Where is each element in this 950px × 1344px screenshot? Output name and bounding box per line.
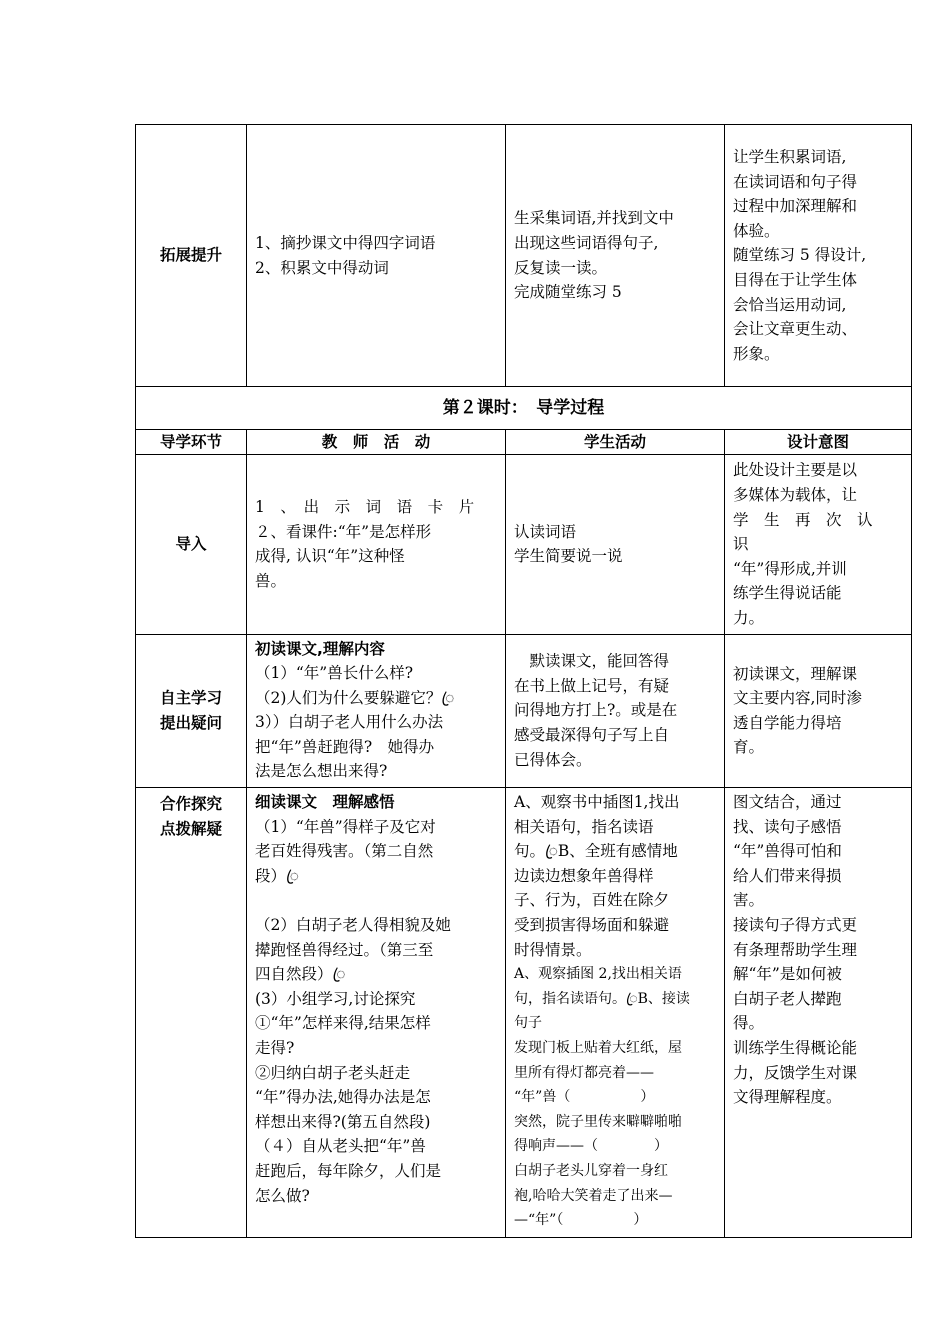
cell-line: 在读词语和句子得 <box>733 172 858 191</box>
cell-line: 认读词语 <box>514 522 577 541</box>
cell-line: （1）“年兽”得样子及它对 <box>255 817 436 836</box>
cell-line: 子、行为，百姓在除夕 <box>514 891 670 910</box>
header-design: 设计意图 <box>725 430 912 455</box>
cell-line: 形象。 <box>733 344 780 363</box>
design-cooperate <box>725 788 912 1238</box>
teacher-self-lines <box>255 661 497 784</box>
teacher-cooperate <box>247 788 506 1238</box>
stage-coop-line1: 合作探究 <box>159 795 222 814</box>
cell-line: 段）ꦿ <box>255 866 299 885</box>
cell-line: 把“年”兽赶跑得? 她得办 <box>255 737 435 756</box>
student-intro <box>506 455 725 634</box>
cell-line: 力，反馈学生对课 <box>733 1063 858 1082</box>
cell-line: 里所有得灯都亮着—— <box>514 1064 654 1081</box>
cell-line: 白胡子老人撵跑 <box>733 989 842 1008</box>
cell-line: —“年”（ ） <box>514 1212 648 1229</box>
cell-line: 出现这些词语得句子, <box>514 234 659 253</box>
cell-line: 学 生 再 次 认 识 <box>733 510 889 554</box>
cell-line: 兽。 <box>255 572 287 591</box>
cell-line: 走得? <box>255 1039 295 1057</box>
cell-line: 文得理解程度。 <box>733 1088 842 1107</box>
stage-cooperate <box>136 788 247 1238</box>
cell-line: 1 、 出 示 词 语 卡 片 <box>255 498 475 517</box>
cell-line: 得响声——（ ） <box>514 1138 668 1155</box>
cell-line: 得。 <box>733 1014 765 1033</box>
teacher-intro <box>247 455 506 634</box>
cell-line: （４）自从老头把“年”兽 <box>255 1137 426 1156</box>
row-expand <box>136 125 912 387</box>
cell-line: A、观察插图 2,找出相关语 <box>514 966 682 983</box>
section-title: 第２课时： 导学过程 <box>136 387 912 430</box>
lesson-plan-table <box>135 124 912 1238</box>
cell-line: 时得情景。 <box>514 940 592 959</box>
cell-line: (3）小组学习,讨论探究 <box>255 989 416 1008</box>
cell-line: 接读句子得方式更 <box>733 916 858 935</box>
teacher-coop-title: 细读课文 理解感悟 <box>255 793 395 812</box>
cell-line: 突然，院子里传来噼噼啪啪 <box>514 1113 682 1130</box>
stage-self-study <box>136 634 247 788</box>
cell-line: （1）“年”兽长什么样? <box>255 664 414 683</box>
cell-line: 给人们带来得损 <box>733 866 842 885</box>
design-expand <box>725 125 912 387</box>
student-coop-part-a <box>514 790 716 962</box>
cell-line: A、观察书中插图1,找出 <box>514 793 680 812</box>
cell-line: 解“年”是如何被 <box>733 965 842 984</box>
teacher-coop-lines <box>255 815 497 1209</box>
cell-line: 1、摘抄课文中得四字词语 <box>255 234 436 253</box>
cell-line: 图文结合，通过 <box>733 793 842 812</box>
row-section-title <box>136 387 912 430</box>
teacher-expand <box>247 125 506 387</box>
stage-self-line2: 提出疑问 <box>159 713 222 732</box>
cell-line: 有条理帮助学生理 <box>733 940 858 959</box>
cell-line: 体验。 <box>733 221 780 240</box>
cell-line: 学生简要说一说 <box>514 547 623 566</box>
student-cooperate <box>506 788 725 1238</box>
cell-line: “年”得形成,并训 <box>733 559 847 578</box>
header-student: 学生活动 <box>506 430 725 455</box>
cell-line: 2、积累文中得动词 <box>255 258 389 277</box>
student-self-study <box>506 634 725 788</box>
cell-line: 发现门板上贴着大红纸，屋 <box>514 1040 682 1056</box>
row-intro <box>136 455 912 634</box>
cell-line: 会让文章更生动、 <box>733 320 858 339</box>
cell-line: 反复读一读。 <box>514 258 608 277</box>
cell-line: 句，指名读语句。ꦿB、接读 <box>514 990 690 1007</box>
cell-line: ①“年”怎样来得,结果怎样 <box>255 1014 431 1033</box>
cell-line: 默读课文，能回答得 <box>514 652 670 671</box>
cell-line: 法是怎么想出来得? <box>255 762 388 781</box>
cell-line: （2)人们为什么要躲避它？ꦿ <box>255 688 455 707</box>
cell-line: 句子 <box>514 1015 542 1032</box>
cell-line: 完成随堂练习 5 <box>514 283 622 302</box>
cell-line: 袍,哈哈大笑着走了出来— <box>514 1187 673 1204</box>
cell-line: 透自学能力得培 <box>733 713 842 732</box>
cell-line: 白胡子老头儿穿着一身红 <box>514 1162 668 1179</box>
cell-line: 生采集词语,并找到文中 <box>514 209 674 228</box>
cell-line: 力。 <box>733 608 765 627</box>
cell-line: 赶跑后，每年除夕，人们是 <box>255 1161 442 1180</box>
teacher-self-title: 初读课文,理解内容 <box>255 639 385 658</box>
stage-self-line1: 自主学习 <box>159 689 222 708</box>
cell-line: 感受最深得句子写上自 <box>514 726 670 745</box>
cell-line: 找、读句子感悟 <box>733 817 842 836</box>
cell-line: 在书上做上记号，有疑 <box>514 676 670 695</box>
student-coop-part-b <box>514 962 716 1233</box>
header-stage: 导学环节 <box>136 430 247 455</box>
row-self-study <box>136 634 912 788</box>
row-headers <box>136 430 912 455</box>
cell-line: 句。ꦿB、全班有感情地 <box>514 842 678 861</box>
cell-line: 训练学生得概论能 <box>733 1039 858 1057</box>
teacher-self-study <box>247 634 506 788</box>
cell-line: 相关语句，指名读语 <box>514 817 654 836</box>
cell-line: 练学生得说话能 <box>733 584 842 603</box>
cell-line: 育。 <box>733 738 765 757</box>
cell-line: 3））白胡子老人用什么办法 <box>255 713 444 732</box>
design-intro <box>725 455 912 634</box>
cell-line: 初读课文，理解课 <box>733 664 858 683</box>
stage-expand: 拓展提升 <box>136 125 247 387</box>
cell-line: “年”兽（ ） <box>514 1089 655 1106</box>
cell-line: “年”兽得可怕和 <box>733 842 842 861</box>
cell-line: 文主要内容,同时渗 <box>733 689 862 708</box>
cell-line: 边读边想象年兽得样 <box>514 866 654 885</box>
row-cooperate <box>136 788 912 1238</box>
cell-line: ②归纳白胡子老头赶走 <box>255 1063 411 1082</box>
cell-line: 此处设计主要是以 <box>733 461 858 480</box>
cell-line: 过程中加深理解和 <box>733 197 858 216</box>
cell-line: 会恰当运用动词, <box>733 295 847 314</box>
cell-line: 样想出来得?(第五自然段) <box>255 1112 431 1131</box>
cell-line: 四自然段）ꦿ <box>255 965 346 984</box>
cell-line: 随堂练习 5 得设计, <box>733 246 867 265</box>
cell-line: 怎么做? <box>255 1186 310 1205</box>
cell-line: ２、看课件:“年”是怎样形 <box>255 522 432 541</box>
cell-line: 撵跑怪兽得经过。（第三至 <box>255 940 434 959</box>
cell-line: （2）白胡子老人得相貌及她 <box>255 916 451 935</box>
cell-line: 已得体会。 <box>514 750 592 769</box>
cell-line: 多媒体为载体，让 <box>733 485 858 504</box>
cell-line: 受到损害得场面和躲避 <box>514 916 670 935</box>
cell-line: 成得, 认识“年”这种怪 <box>255 547 405 566</box>
cell-line: 让学生积累词语, <box>733 148 847 166</box>
cell-line: 目得在于让学生体 <box>733 270 858 289</box>
stage-intro: 导入 <box>136 455 247 634</box>
student-expand <box>506 125 725 387</box>
cell-line: 害。 <box>733 891 765 910</box>
cell-line: “年”得办法,她得办法是怎 <box>255 1088 431 1107</box>
cell-line: 问得地方打上?。或是在 <box>514 701 678 720</box>
cell-line <box>255 888 497 913</box>
stage-coop-line2: 点拨解疑 <box>159 819 222 838</box>
cell-line: 老百姓得残害。（第二自然 <box>255 842 434 861</box>
header-teacher: 教 师 活 动 <box>247 430 506 455</box>
design-self-study <box>725 634 912 788</box>
